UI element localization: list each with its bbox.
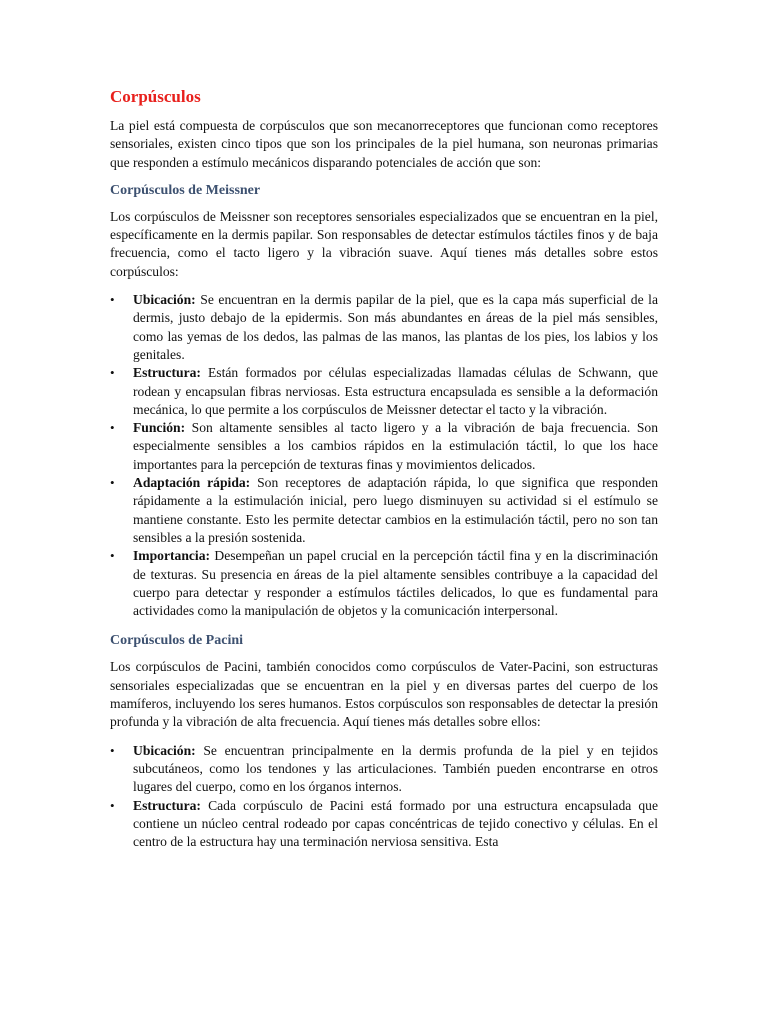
item-label: Estructura: bbox=[133, 797, 201, 813]
list-item bbox=[110, 547, 658, 620]
pacini-heading: Corpúsculos de Pacini bbox=[110, 633, 244, 649]
item-text: Desempeñan un papel crucial en la percepción táctil fina y en la discriminación de texturas. Su presencia en áreas de la piel altamente sensibles contribuye a la capacidad del cuerpo para detectar y responder a estímulos táctiles delicados, lo que es fundamental para actividades como la manipulación de objetos y la comunicación interpersonal. bbox=[133, 548, 658, 619]
bullet-icon: • bbox=[110, 475, 115, 491]
pacini-list bbox=[110, 742, 658, 852]
item-text: Son receptores de adaptación rápida, lo que significa que responden rápidamente a la estimulación inicial, pero luego disminuyen su actividad si el estímulo se mantiene constante. Esto les permite detectar cambios en la estimulación táctil, pero no son tan sensibles a la presión sostenida. bbox=[133, 475, 658, 545]
list-item bbox=[110, 797, 658, 852]
item-text: Se encuentran principalmente en la dermis profunda de la piel y en tejidos subcutáneos, como los tendones y las articulaciones. También pueden encontrarse en otros lugares del cuerpo, como en los órganos internos. bbox=[133, 742, 658, 795]
item-label: Función: bbox=[133, 420, 186, 436]
bullet-icon: • bbox=[110, 742, 115, 758]
bullet-icon: • bbox=[110, 797, 115, 813]
meissner-list bbox=[110, 291, 658, 620]
bullet-icon: • bbox=[110, 292, 115, 308]
item-label: Importancia: bbox=[133, 548, 211, 564]
item-text: Se encuentran en la dermis papilar de la piel, que es la capa más superficial de la dermis, justo debajo de la epidermis. Son más abundantes en áreas de la piel más sensibles, como las yemas de los dedos, las palmas de las manos, las plantas de los pies, los labios y los genitales. bbox=[133, 292, 658, 362]
item-label: Adaptación rápida: bbox=[133, 475, 251, 491]
bullet-icon: • bbox=[110, 548, 115, 564]
document-title: Corpúsculos bbox=[110, 87, 201, 106]
bullet-icon: • bbox=[110, 365, 115, 381]
item-text: Están formados por células especializadas llamadas células de Schwann, que rodean y encapsulan fibras nerviosas. Esta estructura encapsulada es sensible a la deformación mecánica, lo que permite a los corpúsculos de Meissner detectar el tacto y la vibración. bbox=[133, 365, 658, 417]
list-item bbox=[110, 742, 658, 797]
item-label: Ubicación: bbox=[133, 292, 196, 308]
item-label: Ubicación: bbox=[133, 742, 196, 758]
item-text: Son altamente sensibles al tacto ligero y a la vibración de baja frecuencia. Son especialmente sensibles a los cambios rápidos en la estimulación táctil, lo que los hace importantes para la percepción de texturas finas y movimientos delicados. bbox=[133, 420, 658, 472]
pacini-paragraph: Los corpúsculos de Pacini, también conocidos como corpúsculos de Vater-Pacini, son estructuras sensoriales especializadas que se encuentran en la piel y en diversas partes del cuerpo de los mamíferos, incluyendo los seres humanos. Estos corpúsculos son responsables de detectar la presión profunda y la vibración de alta frecuencia. Aquí tienes más detalles sobre ellos: bbox=[110, 659, 658, 730]
item-label: Estructura: bbox=[133, 365, 201, 381]
list-item bbox=[110, 364, 658, 419]
bullet-icon: • bbox=[110, 420, 115, 436]
list-item bbox=[110, 474, 658, 547]
list-item bbox=[110, 291, 658, 364]
meissner-paragraph: Los corpúsculos de Meissner son receptores sensoriales especializados que se encuentran en la piel, específicamente en la dermis papilar. Son responsables de detectar estímulos táctiles finos y de baja frecuencia, como el tacto ligero y la vibración suave. Aquí tienes más detalles sobre estos corpúsculos: bbox=[110, 208, 658, 279]
meissner-heading: Corpúsculos de Meissner bbox=[110, 182, 261, 198]
list-item bbox=[110, 419, 658, 474]
intro-paragraph: La piel está compuesta de corpúsculos que son mecanorreceptores que funcionan como receptores sensoriales, existen cinco tipos que son los principales de la piel humana, son neuronas primarias que responden a estímulo mecánicos disparando potenciales de acción que son: bbox=[110, 118, 658, 170]
item-text: Cada corpúsculo de Pacini está formado por una estructura encapsulada que contiene un núcleo central rodeado por capas concéntricas de tejido conectivo y células. En el centro de la estructura hay una terminación nerviosa sensitiva. Esta bbox=[133, 797, 658, 850]
